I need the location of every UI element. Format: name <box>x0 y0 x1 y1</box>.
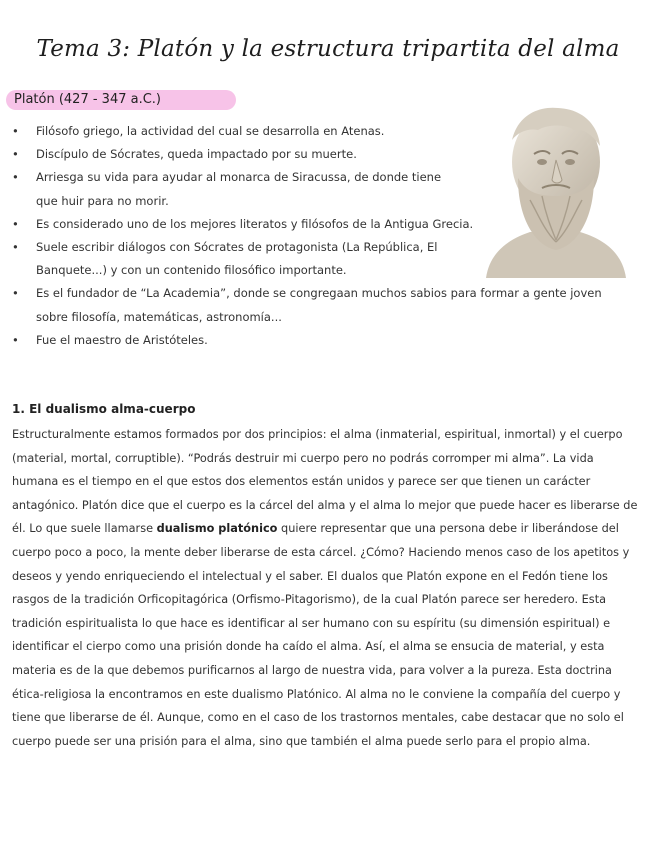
list-item: • Suele escribir diálogos con Sócrates de protagonista (La República, El Banquete...) y con un contenido filosófico importante. <box>12 236 456 282</box>
list-item: • Es considerado uno de los mejores literatos y filósofos de la Antigua Grecia. <box>12 213 632 236</box>
paragraph-text: Estructuralmente estamos formados por dos principios: el alma (inmaterial, espiritual, inmortal) y el cuerpo (material, mortal, corruptible). “Podrás destruir mi cuerpo pero no podrás corromper mi alma”. La vida humana es el tiempo en el que estos dos elementos están unidos y parece ser que tienen un carácter antagónico. Platón dice que el cuerpo es la cárcel del alma y el alma lo mejor que puede hacer es liberarse de él. Lo que suele llamarse <box>12 428 638 536</box>
plato-bust-icon <box>482 100 628 278</box>
paragraph-text: quiere representar que una persona debe ir liberándose del cuerpo poco a poco, la mente deber liberarse de esta cárcel. ¿Cómo? Haciendo menos caso de los apetitos y deseos y yendo enriqueciendo el intelectual y el saber. El dualos que Platón expone en el Fedón tiene los rasgos de la tradición Orficopitagórica (Orfismo-Pitagorismo), de la cual Platón parece ser heredero. Esta tradición espiritualista lo que hace es identificar al ser humano con su espíritu (su dimensión espiritual) e identificar el cierpo como una prisión donde ha caído el alma. Así, el alma se ensucia de material, y esta materia es de la que debemos purificarnos al largo de nuestra vida, para volver a la pureza. Esta doctrina ética-religiosa la encontramos en este dualismo Platónico. Al alma no le conviene la compañía del cuerpo y tiene que liberarse de él. Aunque, como en el caso de los trastornos mentales, cabe destacar que no solo el cuerpo puede ser una prisión para el alma, sino que también el alma puede serlo para el propio alma. <box>12 522 630 748</box>
highlighted-term: dualismo platónico <box>156 522 278 536</box>
list-item: • Fue el maestro de Aristóteles. <box>12 329 632 352</box>
list-item: • Arriesga su vida para ayudar al monarca de Siracussa, de donde tiene que huir para no morir. <box>12 166 456 212</box>
page-title: Tema 3: Platón y la estructura tripartita del alma <box>36 36 620 62</box>
list-item: • Discípulo de Sócrates, queda impactado por su muerte. <box>12 143 632 166</box>
section-paragraph <box>12 423 642 753</box>
list-item: • Es el fundador de “La Academia”, donde se congregaan muchos sabios para formar a gente joven sobre filosofía, matemáticas, astronomía... <box>12 282 632 328</box>
list-item: • Filósofo griego, la actividad del cual se desarrolla en Atenas. <box>12 120 632 143</box>
section-heading: 1. El dualismo alma-cuerpo <box>12 402 196 416</box>
author-label: Platón (427 - 347 a.C.) <box>14 92 162 107</box>
